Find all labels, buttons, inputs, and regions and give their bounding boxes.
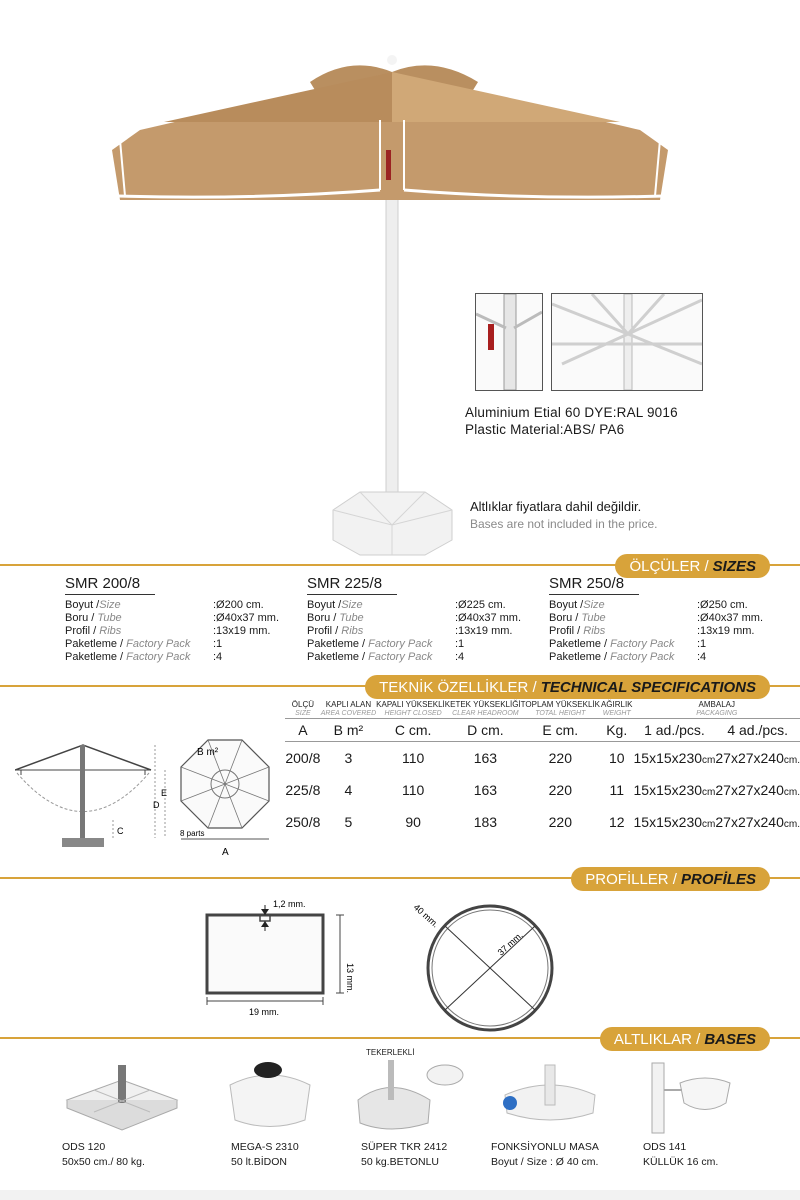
diagram-a-label: A [222,847,229,858]
umbrella-product-image [0,0,800,560]
diagram-parts-label: 8 parts [180,829,205,838]
base-mega-s-2310: MEGA-S 2310 50 lt.BİDON [231,1141,299,1168]
base-ods-120: ODS 120 50x50 cm./ 80 kg. [62,1141,145,1168]
page-footer-band [0,1190,800,1200]
technical-spec-table [285,700,800,838]
table-row: 250/8 5 90 183 220 12 15x15x230cm 27x27x240cm. [285,814,800,830]
model-title: SMR 225/8 [307,575,397,595]
table-row: 200/8 3 110 163 220 10 15x15x230cm 27x27x240cm. [285,750,800,766]
tube-inner-label: 37 mm. [495,929,525,958]
table-row: 225/8 4 110 163 220 11 15x15x230cm 27x27x240cm. [285,782,800,798]
section-bases-title: ALTLIKLAR / BASES [600,1027,770,1051]
section-profiles-title: PROFİLLER / PROFİLES [571,867,770,891]
mega-s-2310-base-image [220,1055,320,1130]
profile-width-label: 19 mm. [249,1007,280,1017]
rib-profile-diagram [195,895,365,1020]
section-technical-title: TEKNİK ÖZELLİKLER / TECHNICAL SPECIFICATIONS [365,675,770,699]
profile-height-label: 13 mm. [345,963,355,994]
base-functional-table: FONKSİYONLU MASA Boyut / Size : Ø 40 cm. [491,1141,599,1168]
header-row: ÖLÇÜ SIZE KAPLI ALAN AREA COVERED KAPALI YÜKSEKLİK HEIGHT CLOSED ETEK YÜKSEKLİĞİ CLEAR HEADROOM TOPLAM YÜKSEKLİK TOTAL HEIGHT AĞIRLIK WEIGHT AMBALAJ PACKAGING [291,700,738,717]
profile-wall-label: 1,2 mm. [273,899,306,909]
base-ods-141: ODS 141 KÜLLÜK 16 cm. [643,1141,719,1168]
section-technical [0,673,800,703]
diagram-d-label: D [153,800,160,810]
base-note-tr: Altlıklar fiyatlara dahil değildir. [470,499,642,514]
functional-table-base-image [495,1055,610,1130]
super-tkr-top-label: TEKERLEKLİ [366,1048,415,1057]
hub-detail-photo [475,293,543,391]
model-spec-card: SMR 225/8 Boyut /Size :Ø225 cm. Boru / Tube :Ø40x37 mm. Profil / Ribs :13x19 mm. Paketleme / Factory Pack :1 Paketleme / Factory Pack :4 [307,575,522,663]
diagram-e-label: E [161,788,168,798]
ribs-detail-photo [551,293,703,391]
canopy-top-view-diagram [175,735,275,860]
ods-141-ashtray-image [640,1058,740,1138]
units-row: A B m² C cm. D cm. E cm. Kg. 1 ad./pcs. 4 ad./pcs. [285,719,800,742]
tube-profile-diagram [405,888,575,1038]
base-super-tkr-2412: SÜPER TKR 2412 50 kg.BETONLU [361,1141,448,1168]
diagram-b-label: B m² [197,747,219,758]
base-note-en: Bases are not included in the price. [470,517,658,531]
umbrella-dimension-diagram [15,740,175,850]
super-tkr-2412-base-image [350,1055,465,1135]
model-title: SMR 250/8 [549,575,639,595]
model-title: SMR 200/8 [65,575,155,595]
section-sizes-title: ÖLÇÜLER / SIZES [615,554,770,578]
model-spec-card: SMR 200/8 Boyut /Size :Ø200 cm. Boru / Tube :Ø40x37 mm. Profil / Ribs :13x19 mm. Paketleme / Factory Pack :1 Paketleme / Factory Pack :4 [65,575,280,663]
material-line-2: Plastic Material:ABS/ PA6 [465,422,625,437]
diagram-c-label: C [117,826,124,836]
tube-outer-label: 40 mm. [411,902,441,930]
material-line-1: Aluminium Etial 60 DYE:RAL 9016 [465,405,678,420]
model-spec-card: SMR 250/8 Boyut /Size :Ø250 cm. Boru / Tube :Ø40x37 mm. Profil / Ribs :13x19 mm. Paketleme / Factory Pack :1 Paketleme / Factory Pack :4 [549,575,764,663]
ods-120-base-image [62,1060,182,1135]
section-profiles [0,865,800,895]
material-spec [465,404,678,438]
